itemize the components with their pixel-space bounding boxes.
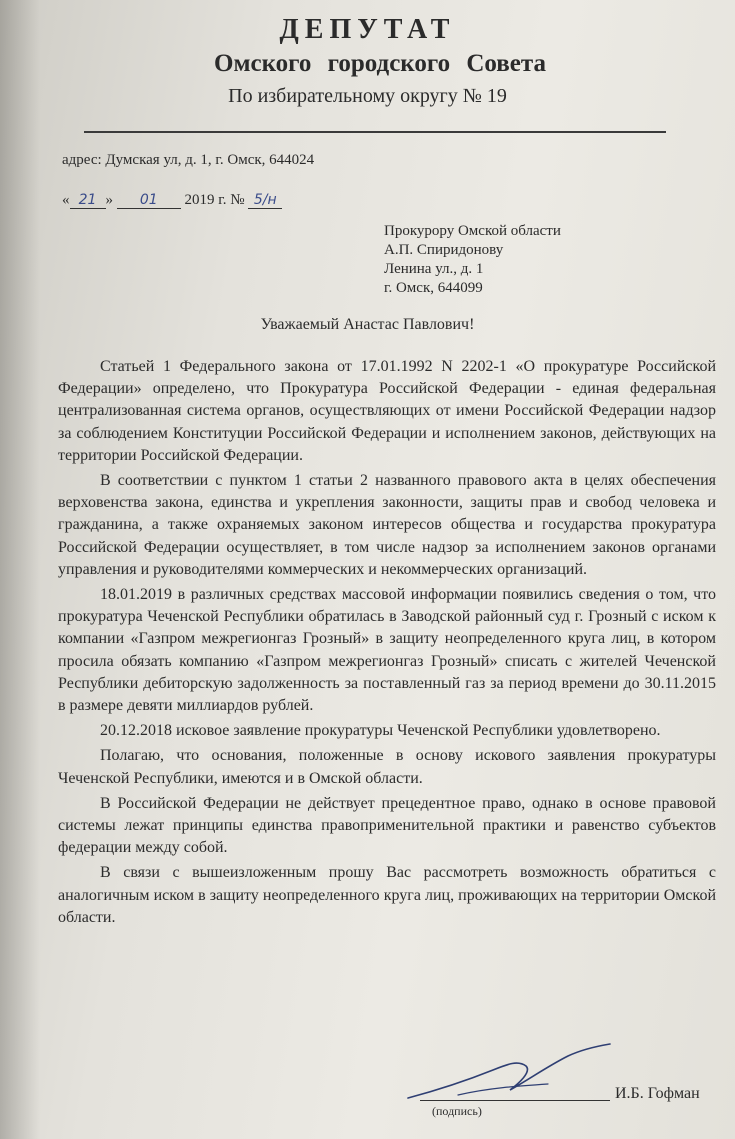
body-paragraph: Полагаю, что основания, положенные в основу искового заявления прокуратуры Чеченской Республики, имеются и в Омской области. (58, 747, 716, 787)
recipient-line: Ленина ул., д. 1 (384, 261, 484, 277)
body-paragraph: 18.01.2019 в различных средствах массовой информации появились сведения о том, что прокуратура Чеченской Республики обратилась в Заводской районный суд г. Грозный с иском к компании «Газпром межрегионгаз Грозный» в защиту неопределенного круга лиц, в котором просила обязать компанию «Газпром межрегионгаз Грозный» списать с жителей Чеченской Республики дебиторскую задолженность за поставленный газ за период времени до 30.11.2015 в размере девяти миллиардов рублей. (58, 586, 716, 715)
greeting: Уважаемый Анастас Павлович! (260, 316, 475, 333)
letterhead-council: Омского городского Совета (214, 50, 546, 77)
body-paragraph: В Российской Федерации не действует прецедентное право, однако в основе правовой системы лежат принципы единства правоприменительной практики и равенство субъектов федерации между собой. (58, 794, 716, 857)
page-shadow (0, 0, 40, 1139)
date-year-text: 2019 г. № (184, 192, 245, 208)
letterhead-district: По избирательному округу № 19 (228, 85, 507, 107)
date-day: 21 (70, 192, 106, 209)
date-open-quote: « (62, 192, 70, 208)
signature-caption: (подпись) (432, 1104, 482, 1118)
signature-line (420, 1100, 610, 1101)
sender-address: адрес: Думская ул, д. 1, г. Омск, 644024 (62, 152, 315, 168)
recipient-line: г. Омск, 644099 (384, 280, 483, 296)
letterhead-title: ДЕПУТАТ (279, 14, 456, 45)
recipient-line: А.П. Спиридонову (384, 242, 504, 258)
body-paragraph: В связи с вышеизложенным прошу Вас рассмотреть возможность обратиться с аналогичным иском в защиту неопределенного круга лиц, проживающих на территории Омской области. (58, 864, 716, 926)
outgoing-number: 5/н (248, 192, 282, 209)
recipient-block (384, 222, 561, 298)
letter-body (58, 356, 716, 929)
date-line (62, 192, 282, 209)
date-month: 01 (117, 192, 181, 209)
recipient-line: Прокурору Омской области (384, 223, 561, 239)
body-paragraph: 20.12.2018 исковое заявление прокуратуры Чеченской Республики удовлетворено. (100, 722, 661, 740)
body-paragraph: Статьей 1 Федерального закона от 17.01.1992 N 2202-1 «О прокуратуре Российской Федерации» определено, что Прокуратура Российской Федерации - единая федеральная централизованная система органов, осуществляющих от имени Российской Федерации надзор за соблюдением Конституции Российской Федерации и исполнением законов, действующих на территории Российской Федерации. (58, 358, 716, 464)
signatory-name: И.Б. Гофман (615, 1085, 700, 1102)
date-close-quote: » (105, 192, 113, 208)
letterhead-divider (84, 131, 666, 133)
body-paragraph: В соответствии с пунктом 1 статьи 2 названного правового акта в целях обеспечения верховенства закона, единства и укрепления законности, защиты прав и свобод человека и гражданина, а также охраняемых законом интересов общества и государства прокуратура Российской Федерации осуществляет, в том числе надзор за исполнением законов органами управления и руководителями коммерческих и некоммерческих организаций. (58, 472, 716, 578)
